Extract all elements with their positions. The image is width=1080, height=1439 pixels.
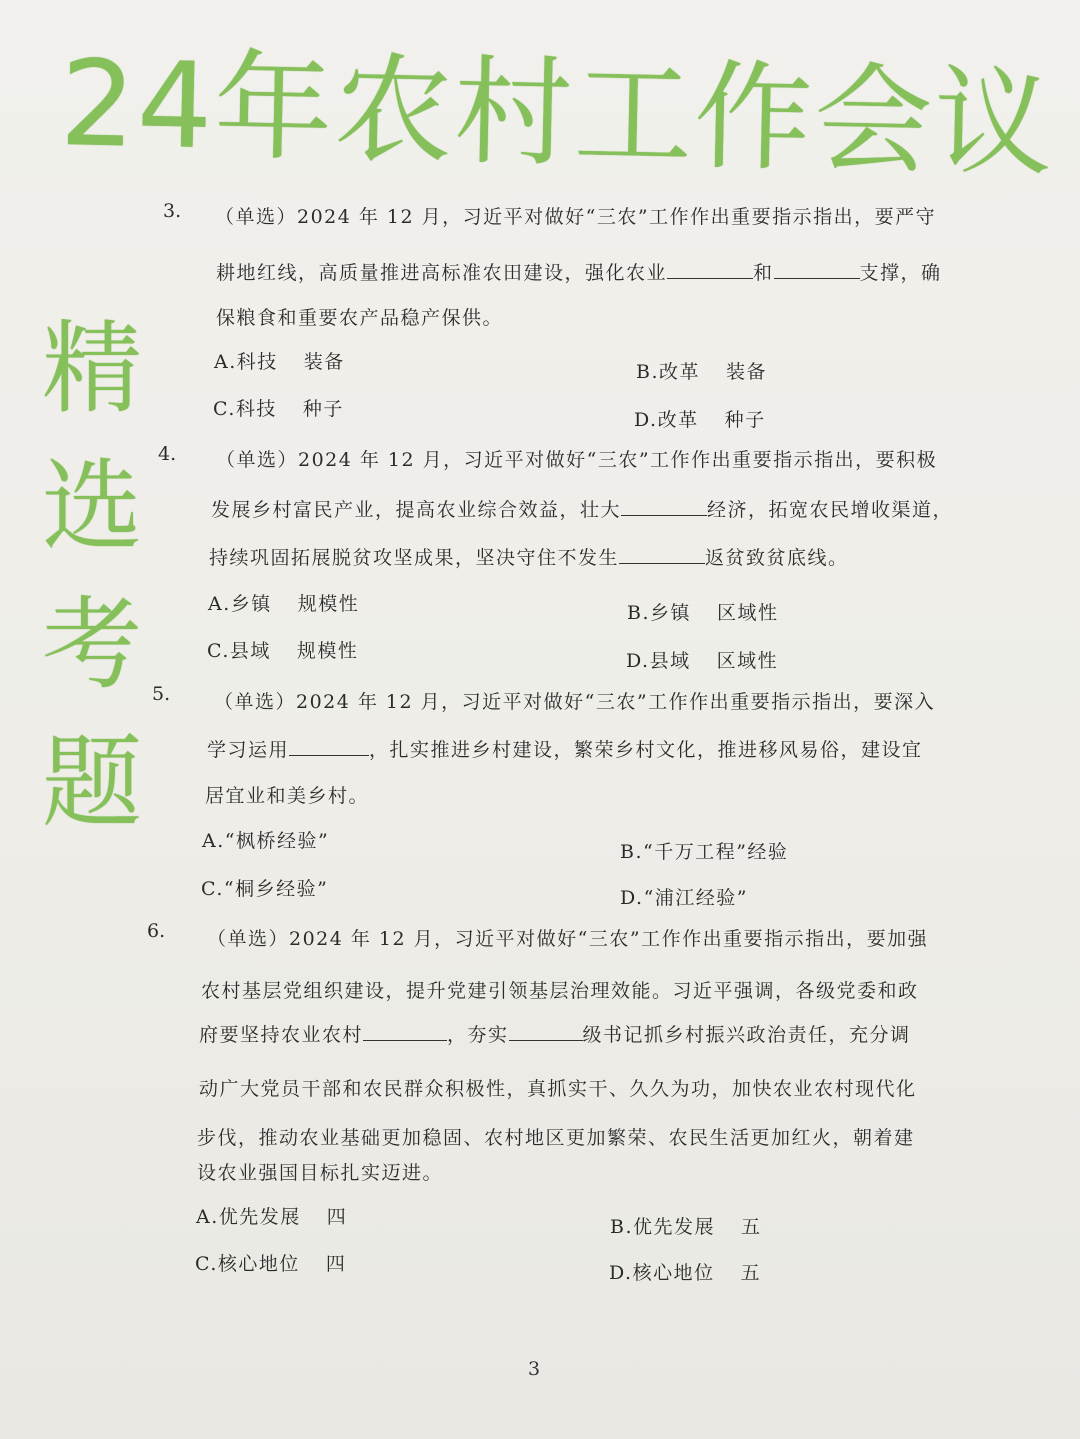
question-number: 5.	[152, 683, 171, 705]
option-b[interactable]: B.“千万工程”经验	[620, 841, 789, 863]
answer-blank	[774, 260, 860, 279]
question-text-line: 保粮食和重要农产品稳产保供。	[216, 307, 504, 329]
side-char: 精	[42, 310, 142, 427]
option-a[interactable]: A.乡镇 规模性	[208, 593, 360, 615]
question-text-line: （单选）2024 年 12 月，习近平对做好“三农”工作作出重要指示指出，要积极	[216, 449, 938, 471]
option-a[interactable]: A.“枫桥经验”	[202, 830, 330, 852]
answer-blank	[621, 497, 707, 516]
side-char: 考	[42, 586, 142, 703]
handwritten-side-note	[32, 300, 152, 852]
answer-blank	[289, 737, 369, 756]
option-b[interactable]: B.改革 装备	[636, 361, 768, 383]
question-text-line: 设农业强国目标扎实迈进。	[197, 1162, 444, 1184]
option-d[interactable]: D.改革 种子	[634, 409, 766, 431]
question-text-line: 居宜业和美乡村。	[205, 785, 370, 807]
option-c[interactable]: C.核心地位 四	[195, 1253, 347, 1275]
question-text-line: 持续巩固拓展脱贫攻坚成果，坚决守住不发生 返贫致贫底线。	[209, 547, 849, 569]
option-c[interactable]: C.县域 规模性	[207, 640, 359, 662]
side-char: 题	[42, 724, 142, 841]
option-b[interactable]: B.乡镇 区域性	[627, 602, 779, 624]
question-text-line: 发展乡村富民产业，提高农业综合效益，壮大 经济，拓宽农民增收渠道，	[211, 499, 954, 521]
option-a[interactable]: A.优先发展 四	[196, 1206, 348, 1228]
answer-blank	[363, 1022, 447, 1041]
question-text-line: （单选）2024 年 12 月，习近平对做好“三农”工作作出重要指示指出，要严守	[215, 206, 937, 228]
answer-blank	[619, 545, 705, 564]
handwritten-title: 24年农村工作会议	[58, 34, 1056, 193]
question-6	[147, 920, 987, 1190]
option-d[interactable]: D.“浦江经验”	[620, 887, 749, 909]
side-char: 选	[42, 448, 142, 565]
option-a[interactable]: A.科技 装备	[214, 351, 345, 373]
question-text-line: 动广大党员干部和农民群众积极性，真抓实干、久久为功，加快农业农村现代化	[199, 1078, 917, 1100]
option-d[interactable]: D.核心地位 五	[609, 1262, 762, 1284]
question-number: 6.	[147, 920, 166, 942]
answer-blank	[509, 1022, 583, 1041]
question-text-line: （单选）2024 年 12 月，习近平对做好“三农”工作作出重要指示指出，要深入	[214, 691, 936, 713]
question-text-line: 步伐，推动农业基础更加稳固、农村地区更加繁荣、农民生活更加红火，朝着建	[197, 1127, 915, 1149]
answer-blank	[667, 260, 753, 279]
option-c[interactable]: C.科技 种子	[213, 398, 344, 420]
option-b[interactable]: B.优先发展 五	[610, 1216, 762, 1238]
question-4	[158, 443, 978, 593]
question-text-line: 学习运用 ，扎实推进乡村建设，繁荣乡村文化，推进移风易俗，建设宜	[207, 739, 923, 761]
question-text-line: 农村基层党组织建设，提升党建引领基层治理效能。习近平强调，各级党委和政	[201, 980, 919, 1002]
question-number: 3.	[163, 200, 182, 222]
question-number: 4.	[158, 443, 177, 465]
option-c[interactable]: C.“桐乡经验”	[201, 878, 329, 900]
question-text-line: 府要坚持农业农村 ，夯实 级书记抓乡村振兴政治责任，充分调	[199, 1024, 911, 1046]
page-number: 3	[528, 1358, 541, 1380]
question-text-line: 耕地红线，高质量推进高标准农田建设，强化农业 和 支撑，确	[216, 262, 942, 284]
question-text-line: （单选）2024 年 12 月，习近平对做好“三农”工作作出重要指示指出，要加强	[207, 928, 929, 950]
question-5	[152, 683, 982, 813]
option-d[interactable]: D.县域 区域性	[626, 650, 779, 672]
